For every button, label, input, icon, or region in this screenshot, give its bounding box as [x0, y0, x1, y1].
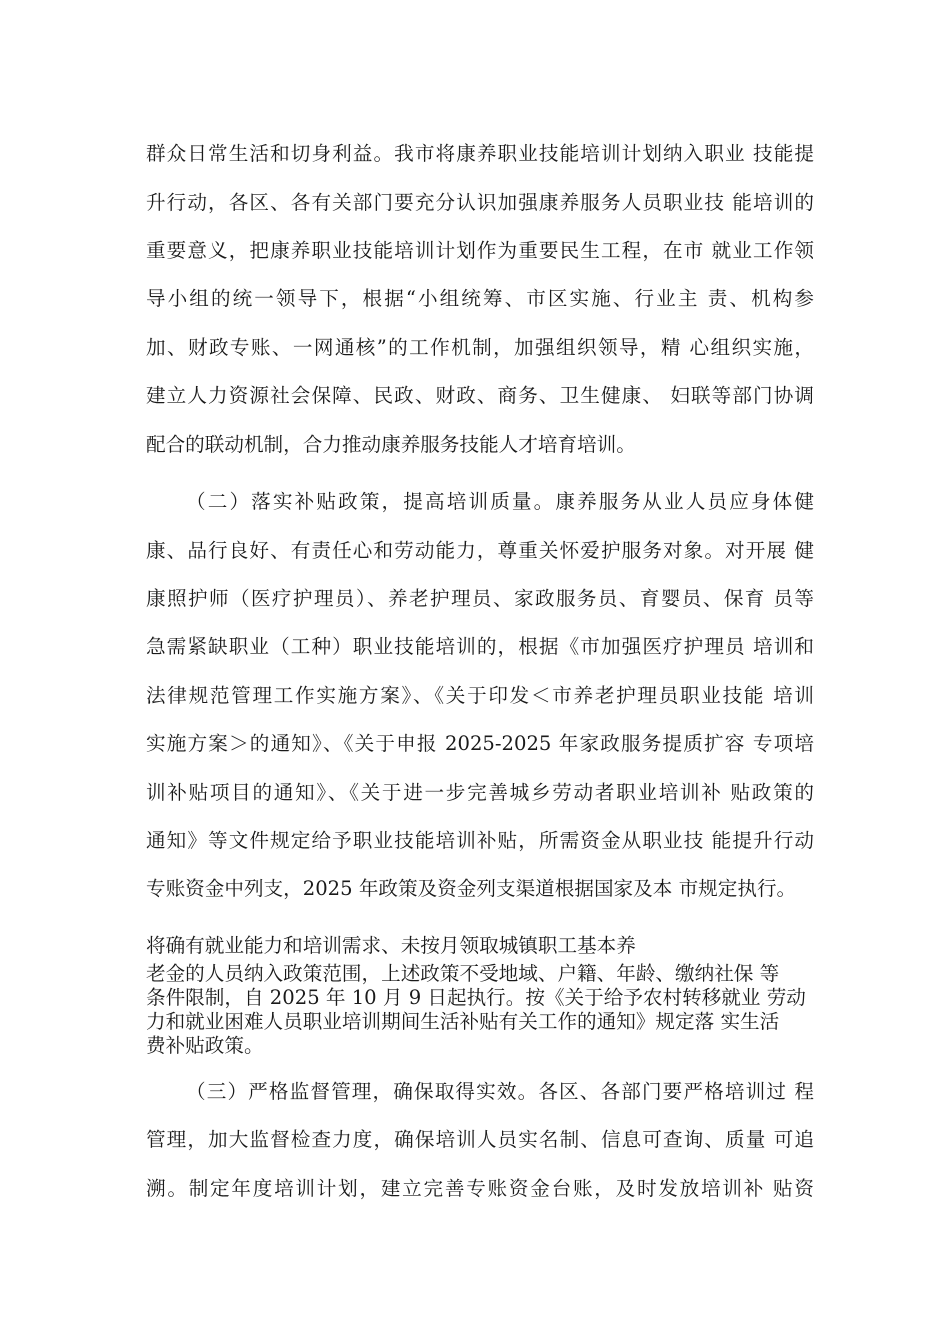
text-line: （三）严格监督管理，确保取得实效。各区、各部门要严格培训过 程 [186, 1080, 814, 1103]
text-line: 法律规范管理工作实施方案》、《关于印发＜市养老护理员职业技能 培训 [146, 684, 814, 707]
text-line: 管理，加大监督检查力度，确保培训人员实名制、信息可查询、质量 可追 [146, 1128, 814, 1151]
text-line: 老金的人员纳入政策范围，上述政策不受地域、户籍、年龄、缴纳社保 等 [146, 962, 780, 985]
text-line: 重要意义，把康养职业技能培训计划作为重要民生工程，在市 就业工作领 [146, 239, 814, 262]
text-line: 配合的联动机制，合力推动康养服务技能人才培育培训。 [146, 433, 636, 456]
text-line: 建立人力资源社会保障、民政、财政、商务、卫生健康、 妇联等部门协调 [146, 384, 814, 407]
text-line: 条件限制，自 2025 年 10 月 9 日起执行。按《关于给予农村转移就业 劳动 [146, 986, 806, 1009]
text-line: 力和就业困难人员职业培训期间生活补贴有关工作的通知》规定落 实生活 [146, 1010, 780, 1033]
text-line: 通知》等文件规定给予职业技能培训补贴，所需资金从职业技 能提升行动 [146, 829, 814, 852]
text-line: 康照护师（医疗护理员）、养老护理员、家政服务员、育婴员、保育 员等 [146, 587, 814, 610]
text-line: 将确有就业能力和培训需求、未按月领取城镇职工基本养 [146, 934, 636, 957]
text-line: 训补贴项目的通知》、《关于进一步完善城乡劳动者职业培训补 贴政策的 [146, 781, 814, 804]
text-line: 加、财政专账、一网通核”的工作机制，加强组织领导，精 心组织实施， [146, 336, 814, 359]
text-line: 费补贴政策。 [146, 1034, 264, 1057]
text-line: 溯。制定年度培训计划，建立完善专账资金台账，及时发放培训补 贴资 [146, 1177, 814, 1200]
text-line: 实施方案＞的通知》、《关于申报 2025-2025 年家政服务提质扩容 专项培 [146, 732, 814, 755]
text-line: 专账资金中列支，2025 年政策及资金列支渠道根据国家及本 市规定执行。 [146, 877, 797, 900]
text-line: （二）落实补贴政策，提高培训质量。康养服务从业人员应身体健 [186, 490, 814, 513]
text-line: 群众日常生活和切身利益。我市将康养职业技能培训计划纳入职业 技能提 [146, 142, 814, 165]
text-line: 升行动，各区、各有关部门要充分认识加强康养服务人员职业技 能培训的 [146, 191, 814, 214]
text-line: 导小组的统一领导下，根据“小组统筹、市区实施、行业主 责、机构参 [146, 287, 814, 310]
text-line: 急需紧缺职业（工种）职业技能培训的，根据《市加强医疗护理员 培训和 [146, 635, 814, 658]
text-line: 康、品行良好、有责任心和劳动能力，尊重关怀爱护服务对象。对开展 健 [146, 539, 814, 562]
